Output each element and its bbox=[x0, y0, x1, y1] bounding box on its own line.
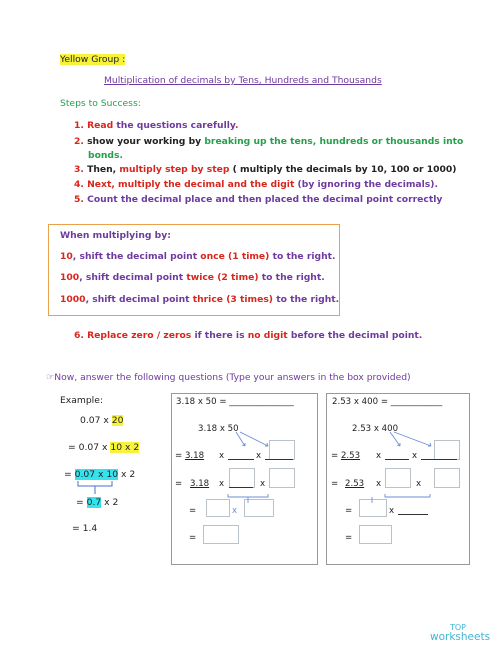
q2-eq-3: = bbox=[345, 506, 353, 516]
example-label: Example: bbox=[60, 395, 103, 406]
q2-x-1: x bbox=[376, 451, 382, 461]
example-line-3: = 0.07 x 10 x 2 bbox=[64, 469, 136, 480]
question-1-line-2: = 3.18 bbox=[175, 451, 205, 461]
example-line-2: = 0.07 x 10 x 2 bbox=[68, 442, 140, 453]
q2-x-5: x bbox=[389, 506, 395, 516]
rule-10: 10, shift the decimal point once (1 time) to the right. bbox=[60, 251, 336, 262]
q1-eq-2: = bbox=[175, 479, 183, 489]
q1-x-5: x bbox=[232, 506, 238, 516]
q2-eq-2: = bbox=[331, 479, 339, 489]
instruction: ☞Now, answer the following questions (Type your answers in the box provided) bbox=[46, 372, 411, 383]
step-6: 6. Replace zero / zeros if there is no digit before the decimal point. bbox=[74, 330, 423, 341]
q1-eq-3: = bbox=[189, 506, 197, 516]
example-line-5: = 1.4 bbox=[72, 523, 98, 534]
hand-pointer-icon: ☞ bbox=[46, 372, 55, 383]
rule-100: 100, shift decimal point twice (2 time) to the right. bbox=[60, 272, 325, 283]
logo-brand: worksheets bbox=[430, 631, 491, 643]
page-title: Multiplication of decimals by Tens, Hundreds and Thousands bbox=[104, 75, 382, 86]
step-2: 2. show your working by breaking up the tens, hundreds or thousands into bbox=[74, 136, 464, 147]
step-5: 5. Count the decimal place and then placed the decimal point correctly bbox=[74, 194, 443, 205]
example-line-1: 0.07 x 20 bbox=[80, 415, 124, 426]
q1-x-2: x bbox=[256, 451, 262, 461]
example-line-4: = 0.7 x 2 bbox=[76, 497, 119, 508]
step-3: 3. Then, multiply step by step ( multiply the decimals by 10, 100 or 1000) bbox=[74, 164, 457, 175]
question-1-text: 3.18 x 50 = _______________ bbox=[176, 397, 294, 407]
q1-x-1: x bbox=[219, 451, 225, 461]
question-2-text: 2.53 x 400 = ____________ bbox=[332, 397, 443, 407]
rule-heading: When multiplying by: bbox=[60, 230, 171, 241]
question-2-line-3: 2.53 bbox=[345, 479, 365, 489]
step-4: 4. Next, multiply the decimal and the digit (by ignoring the decimals). bbox=[74, 179, 438, 190]
step-1: 1. Read the questions carefully. bbox=[74, 120, 239, 131]
logo-top-text: TOP bbox=[449, 623, 466, 632]
q1-eq-4: = bbox=[189, 533, 197, 543]
question-1-line-1: 3.18 x 50 bbox=[198, 424, 239, 434]
question-2-line-2: = 2.53 bbox=[331, 451, 361, 461]
question-2-line-1: 2.53 x 400 bbox=[352, 424, 399, 434]
steps-heading: Steps to Success: bbox=[60, 98, 141, 109]
q2-x-3: x bbox=[376, 479, 382, 489]
q1-x-4: x bbox=[260, 479, 266, 489]
q1-x-3: x bbox=[219, 479, 225, 489]
q2-eq-4: = bbox=[345, 533, 353, 543]
rule-1000: 1000, shift decimal point thrice (3 times) to the right. bbox=[60, 294, 340, 305]
step-2-cont: bonds. bbox=[88, 150, 123, 161]
question-1-line-3: 3.18 bbox=[190, 479, 210, 489]
q2-x-2: x bbox=[412, 451, 418, 461]
group-label: Yellow Group : bbox=[60, 54, 126, 65]
q2-x-4: x bbox=[416, 479, 422, 489]
